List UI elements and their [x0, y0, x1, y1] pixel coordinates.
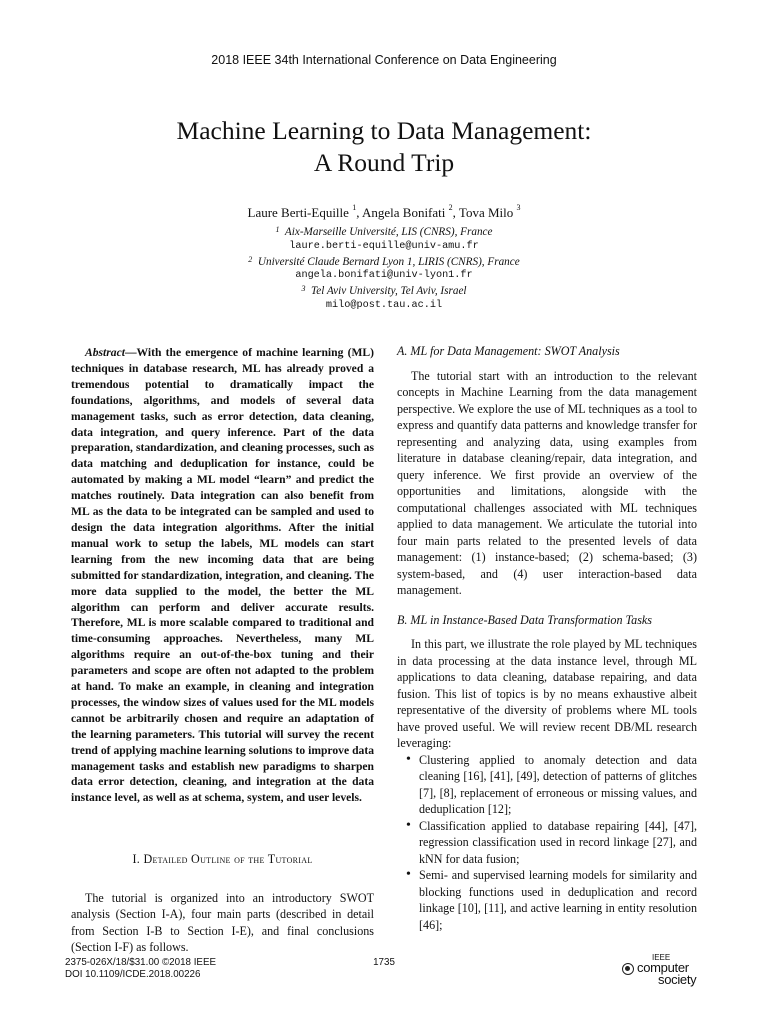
- section-heading: [71, 851, 374, 868]
- subsection-b-text: In this part, we illustrate the role played by ML techniques in data processing at the data instance level, through ML applications to data cleaning, database repairing, and data fusion. This list of topics is by no means exhaustive albeit representative of the diversity of problems where ML tools have proved useful. We will review recent DB/ML research leveraging:: [397, 637, 697, 750]
- affiliation-mark: 3: [301, 284, 306, 294]
- left-column: [71, 345, 374, 956]
- computer-society-logo: [622, 953, 704, 987]
- abstract-lead: Abstract: [85, 346, 125, 359]
- author-name: Angela Bonifati: [361, 205, 446, 220]
- conference-header: 2018 IEEE 34th International Conference on Data Engineering: [211, 53, 557, 67]
- author-mark: 2: [448, 203, 453, 212]
- affiliation-1: [0, 225, 768, 240]
- affiliation-2: [0, 255, 768, 270]
- affiliation-3: [0, 284, 768, 299]
- title-line-1: Machine Learning to Data Management:: [176, 116, 592, 145]
- author-name: Tova Milo: [458, 205, 514, 220]
- author-name: Laure Berti-Equille: [247, 205, 349, 220]
- abstract-text: —With the emergence of machine learning (ML) techniques in database research, ML has already proved a tremendous potential to dramatically impact the foundations, algorithms, and models of several data management tasks, such as error detection, data cleaning, data integration, and query inference. Part of the data preparation, standardization, and cleaning processes, such as data matching and deduplication for instance, could be automated by making a ML model “learn” and predict the matches routinely. Data integration can also benefit from ML as the data to be integrated can be sampled and used to design the data integration algorithms. After the initial manual work to setup the labels, ML models can start learning from the new incoming data that are being submitted for standardization, integration, and cleaning. The more data supplied to the model, the better the ML algorithm can perform and deliver accurate results. Therefore, ML is more scalable compared to traditional and time-consuming approaches. Nevertheless, many ML algorithms require an out-of-the-box tuning and their parameters and scope are often not adapted to the problem at hand. To make an example, in cleaning and integration processes, the window sizes of values used for the ML models cannot be arbitrarily chosen and require an adaptation of the learning parameters. This tutorial will survey the recent trend of applying machine learning solutions to improve data management tasks and establish new paradigms to sharpen data error detection, cleaning, and integration at the data instance level, as well as at schema, system, and user levels.: [71, 346, 374, 805]
- section-number: I.: [132, 852, 141, 867]
- affiliation-mark: 1: [275, 225, 280, 234]
- abstract: [71, 345, 374, 806]
- page-number: 1735: [373, 957, 395, 968]
- affiliation-text: Université Claude Bernard Lyon 1, LIRIS (CNRS), France: [257, 255, 520, 268]
- doi-line: DOI 10.1109/ICDE.2018.00226: [65, 968, 201, 980]
- email-1: laure.berti-equille@univ-amu.fr: [289, 240, 479, 252]
- author-mark: 1: [352, 203, 357, 212]
- paper-title: [0, 115, 768, 179]
- bullet-list: [397, 752, 697, 934]
- author-list: Laure Berti-Equille $^1$, Angela Bonifati $^2$, Tova Milo $^3$: [247, 203, 521, 220]
- copyright-line: 2375-026X/18/$31.00 ©2018 IEEE: [65, 957, 217, 968]
- subsection-a-heading: A. ML for Data Management: SWOT Analysis: [397, 344, 620, 358]
- logo-word-1: computer: [637, 960, 689, 975]
- author-mark: 3: [516, 203, 521, 212]
- subsection-b-heading: B. ML in Instance-Based Data Transformation Tasks: [397, 612, 652, 627]
- email-3: milo@post.tau.ac.il: [325, 299, 443, 311]
- list-item: • Classification applied to database repairing [44], [47], regression classification used in record linkage [27], and kNN for data fusion;: [419, 818, 697, 868]
- right-column: [397, 343, 697, 933]
- affiliations: [0, 225, 768, 314]
- section-title: Detailed Outline of the Tutorial: [143, 852, 313, 867]
- affiliation-mark: 2: [248, 254, 253, 264]
- affiliation-text: Aix-Marseille Université, LIS (CNRS), France: [284, 226, 493, 238]
- list-item: • Clustering applied to anomaly detection and data cleaning [16], [41], [49], detection of patterns of glitches [7], [8], replacement of erroneous or missing values, and deduplication [12];: [419, 752, 697, 818]
- affiliation-text: Tel Aviv University, Tel Aviv, Israel: [311, 285, 467, 298]
- logo-word-2: society: [658, 972, 697, 987]
- logo-ieee-text: IEEE: [652, 953, 671, 962]
- subsection-a-text: The tutorial start with an introduction to the relevant concepts in Machine Learning from the data management perspective. We explore the use of ML techniques as a tool to express and quantify data patterns and knowledge transfer for representing and analyzing data, using examples from literature in database cleaning/repair, data integration, and query inference. We first provide an overview of the opportunities and limitations, alongside with the computational challenges associated with ML techniques applied to data management. We articulate the tutorial into four main parts related to the presented levels of data management: (1) instance-based; (2) schema-based; (3) system-based, and (4) user interaction-based data management.: [397, 368, 697, 597]
- title-line-2: A Round Trip: [313, 148, 455, 177]
- list-item: • Semi- and supervised learning models for similarity and blocking functions used in deduplication and record linkage [10], [11], and active learning in entity resolution [46];: [419, 867, 697, 933]
- email-2: angela.bonifati@univ-lyon1.fr: [295, 270, 473, 282]
- logo-mark-icon: [622, 963, 634, 975]
- section-intro: The tutorial is organized into an introductory SWOT analysis (Section I-A), four main parts (described in detail from Section I-B to Section I-E), and final conclusions (Section I-F) as follows.: [71, 890, 374, 955]
